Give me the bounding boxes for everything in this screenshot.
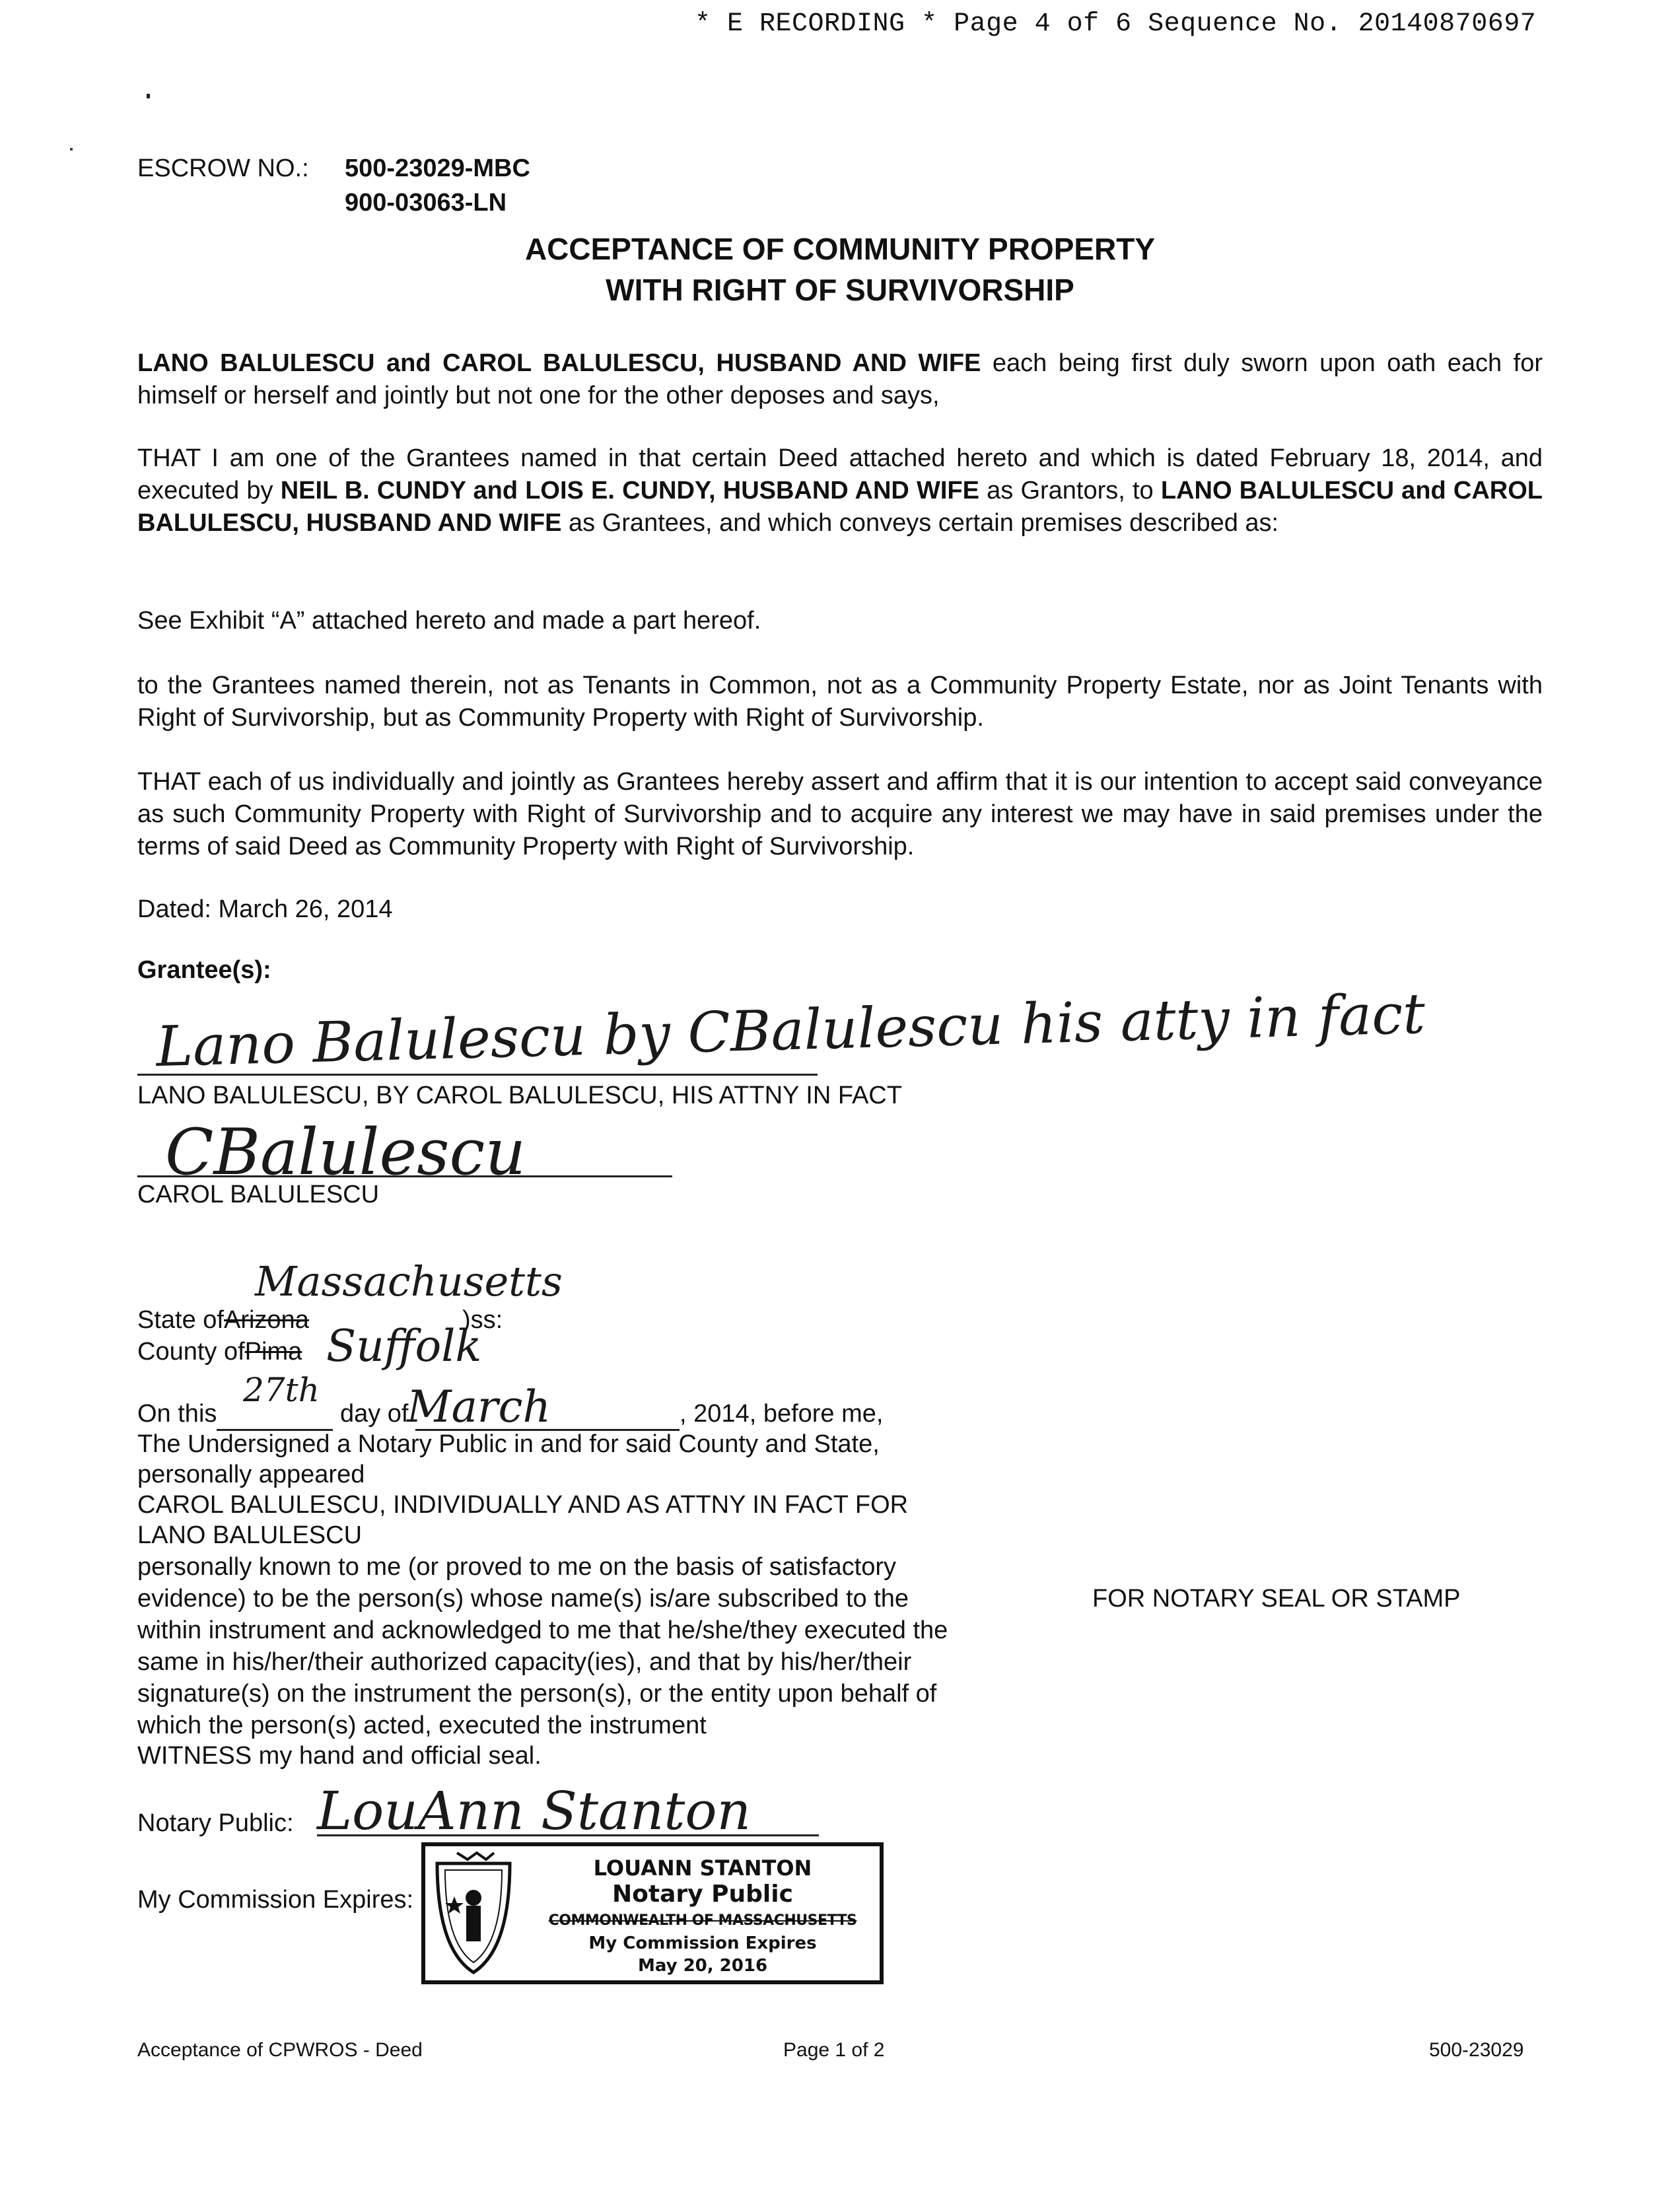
stamp-expires-date: May 20, 2016: [637, 1956, 768, 1976]
notary-signature-handwritten: LouAnn Stanton: [317, 1780, 752, 1842]
ss-marker: )ss:: [462, 1306, 503, 1334]
notary-signature-line: [317, 1834, 819, 1836]
paragraph-oath: [137, 347, 1543, 412]
grantors-names: NEIL B. CUNDY and LOIS E. CUNDY, HUSBAND AND WIFE: [280, 477, 979, 504]
county-line: [137, 1336, 302, 1367]
year-text: , 2014, before me,: [680, 1400, 884, 1428]
notary-body-5: evidence) to be the person(s) whose name(s) is/are subscribed to the: [137, 1585, 909, 1613]
paragraph-exhibit: See Exhibit “A” attached hereto and made a part hereof.: [137, 607, 761, 635]
grantees-label: Grantee(s):: [137, 956, 271, 984]
footer-left: Acceptance of CPWROS - Deed: [137, 2039, 423, 2061]
massachusetts-seal-icon: [431, 1850, 516, 1976]
state-line: [137, 1305, 309, 1335]
notary-body-0: The Undersigned a Notary Public in and for said County and State,: [137, 1430, 880, 1458]
recording-header: * E RECORDING * Page 4 of 6 Sequence No. 20140870697: [695, 9, 1537, 39]
notary-body-7: same in his/her/their authorized capacity(ies), and that by his/her/their: [137, 1648, 912, 1676]
notary-stamp: [421, 1842, 884, 1984]
stamp-expires-label: My Commission Expires: [588, 1933, 817, 1953]
county-handwritten: Suffolk: [326, 1321, 482, 1371]
escrow-number-1: 500-23029-MBC: [345, 155, 530, 182]
stamp-name: LOUANN STANTON: [593, 1856, 812, 1881]
footer-right: 500-23029: [1429, 2039, 1524, 2061]
grantees-names: LANO BALULESCU and CAROL BALULESCU, HUSBAND AND WIFE: [137, 349, 981, 377]
month-blank: [415, 1399, 680, 1431]
county-struck: Pima: [244, 1338, 302, 1366]
escrow-number-2: 900-03063-LN: [345, 189, 507, 217]
deed-text-3: as Grantees, and which conveys certain premises described as:: [561, 509, 1279, 537]
signature-line-2: [137, 1175, 672, 1177]
footer-center: Page 1 of 2: [783, 2039, 885, 2061]
paragraph-deed: [137, 442, 1543, 539]
commission-label: My Commission Expires:: [137, 1886, 414, 1914]
signature-carol-handwritten: CBalulescu: [165, 1115, 526, 1189]
day-handwritten: 27th: [243, 1371, 320, 1409]
stamp-state: COMMONWEALTH OF MASSACHUSETTS: [548, 1912, 857, 1929]
state-label: State of: [137, 1306, 224, 1334]
notary-body-10: WITNESS my hand and official seal.: [137, 1742, 542, 1770]
paragraph-affirmation: THAT each of us individually and jointly as Grantees hereby assert and affirm that it is our intention to accept said conveyance as such Community Property with Right of Survivorship and to acquire any interest we may have in said premises under the terms of said Deed as Community Property with Right of Survivorship.: [137, 768, 1543, 860]
ack-date-line: [137, 1399, 883, 1431]
state-handwritten: Massachusetts: [255, 1257, 563, 1305]
notary-public-label: Notary Public:: [137, 1809, 294, 1837]
notary-body-6: within instrument and acknowledged to me that he/she/they executed the: [137, 1616, 948, 1644]
signature-lano-handwritten: Lano Balulescu by CBalulescu his atty in fact: [155, 981, 1426, 1080]
month-handwritten: March: [407, 1381, 551, 1432]
document-title-line1: ACCEPTANCE OF COMMUNITY PROPERTY: [524, 232, 1156, 266]
notary-body-4: personally known to me (or proved to me on the basis of satisfactory: [137, 1553, 896, 1581]
dated-line: Dated: March 26, 2014: [137, 895, 393, 923]
seal-label: FOR NOTARY SEAL OR STAMP: [1092, 1585, 1461, 1613]
document-title-line2: WITH RIGHT OF SURVIVORSHIP: [606, 273, 1074, 307]
notary-body-8: signature(s) on the instrument the person(s), or the entity upon behalf of: [137, 1680, 937, 1708]
scan-speck: [70, 148, 73, 151]
notary-body-9: which the person(s) acted, executed the instrument: [137, 1712, 707, 1739]
day-blank: [217, 1399, 333, 1431]
grantees-names-2: LANO BALULESCU and CAROL BALULESCU, HUSBAND AND WIFE: [137, 477, 1543, 537]
scan-speck: [147, 94, 150, 98]
on-this-label: On this: [137, 1400, 217, 1428]
deed-text-1: THAT I am one of the Grantees named in that certain Deed attached hereto and which is dated February 18, 2014, and executed by: [137, 444, 1543, 504]
signature-line-1: [137, 1074, 818, 1076]
paragraph-grantees: to the Grantees named therein, not as Tenants in Common, not as a Community Property Estate, nor as Joint Tenants with Right of Survivorship, but as Community Property with Right of Survivorship.: [137, 672, 1543, 732]
oath-text: each being first duly sworn upon oath each for himself or herself and jointly but not one for the other deposes and says,: [137, 349, 1543, 409]
signature2-caption: CAROL BALULESCU: [137, 1181, 380, 1208]
notary-body-3: LANO BALULESCU: [137, 1521, 363, 1549]
signature1-caption: LANO BALULESCU, BY CAROL BALULESCU, HIS ATTNY IN FACT: [137, 1082, 902, 1109]
state-struck: Arizona: [223, 1306, 309, 1334]
notary-body-1: personally appeared: [137, 1461, 365, 1488]
day-of-label: day of: [339, 1400, 409, 1428]
stamp-title: Notary Public: [612, 1881, 793, 1908]
escrow-label: ESCROW NO.:: [137, 155, 309, 182]
deed-text-2: as Grantors, to: [979, 477, 1161, 504]
county-label: County of: [137, 1338, 245, 1366]
notary-body-2: CAROL BALULESCU, INDIVIDUALLY AND AS ATTNY IN FACT FOR: [137, 1491, 909, 1519]
